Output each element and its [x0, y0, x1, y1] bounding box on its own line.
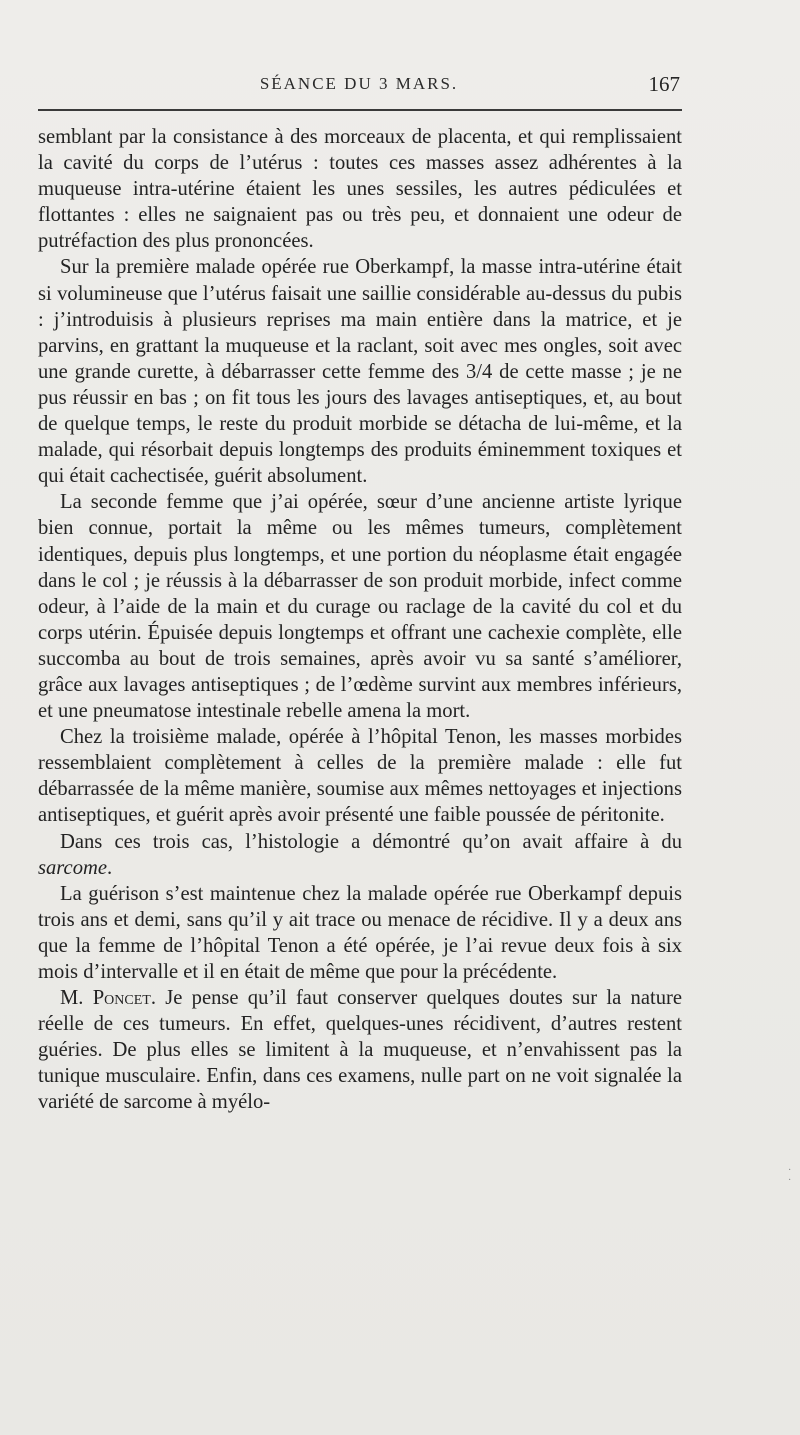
paragraph-outcome: La guérison s’est maintenue chez la malade opérée rue Oberkampf depuis trois ans et demi, sans qu’il y ait trace ou menace de récidive. Il y a deux ans que la femme de l’hôpital Tenon a été opérée, je l’ai revue deux fois à six mois d’intervalle et il en était de même que pour la précédente.: [38, 882, 682, 983]
header-rule: [38, 109, 682, 111]
poncet-text: Je pense qu’il faut conserver quelques doutes sur la nature réelle de ces tumeurs. En effet, quelques-unes récidivent, d’autres restent guéries. De plus elles se limitent à la muqueuse, et n’envahissent pas la tunique musculaire. Enfin, dans ces examens, nulle part on ne voit signalée la variété de sarcome à myélo-: [38, 987, 682, 1114]
paragraph-continued: semblant par la consistance à des morceaux de placenta, et qui remplissaient la cavité du corps de l’utérus : toutes ces masses assez adhérentes à la muqueuse intra-utérine étaient les unes sessiles, les autres pédiculées et flottantes : elles ne saignaient pas ou très peu, et donnaient une odeur de putréfaction des plus prononcées.: [38, 126, 682, 253]
paragraph-histology: [38, 829, 682, 881]
speaker-name: M. Poncet.: [60, 987, 156, 1010]
histology-period: .: [107, 856, 113, 879]
running-header: [38, 74, 680, 102]
paragraph-third-patient: Chez la troisième malade, opérée à l’hôpital Tenon, les masses morbides ressemblaient complètement à celles de la première malade : elle fut débarrassée de la même manière, soumise aux mêmes nettoyages et injections antiseptiques, et guérit après avoir présenté une faible poussée de péritonite.: [38, 726, 682, 827]
body-text: [38, 124, 682, 1116]
paragraph-second-patient: La seconde femme que j’ai opérée, sœur d’une ancienne artiste lyrique bien connue, portait la même ou les mêmes tumeurs, complètement identiques, depuis plus longtemps, et une portion du néoplasme était engagée dans le col ; je réussis à la débarrasser de son produit morbide, infect comme odeur, à l’aide de la main et du curage ou raclage de la cavité du col et du corps utérin. Épuisée depuis longtemps et offrant une cachexie complète, elle succomba au bout de trois semaines, après avoir vu sa santé s’améliorer, grâce aux lavages antiseptiques ; de l’œdème survint aux membres inférieurs, et une pneumatose intestinale rebelle amena la mort.: [38, 491, 682, 723]
paragraph-poncet: [38, 985, 682, 1115]
paragraph-first-patient: Sur la première malade opérée rue Oberkampf, la masse intra-utérine était si volumineuse que l’utérus faisait une saillie considérable au-dessus du pubis : j’introduisis à plusieurs reprises ma main entière dans la matrice, et je parvins, en grattant la muqueuse et la raclant, soit avec mes ongles, soit avec une grande curette, à débarrasser cette femme des 3/4 de cette masse ; je ne pus réussir en bas ; on fit tous les jours des lavages antiseptiques, et, au bout de quelque temps, le reste du produit morbide se détacha de lui-même, et la malade, qui résorbait depuis longtemps des produits éminemment toxiques et qui était cachectisée, guérit absolument.: [38, 256, 682, 488]
histology-text: Dans ces trois cas, l’histologie a démontré qu’on avait affaire à du: [60, 830, 682, 853]
page-number: 167: [648, 72, 680, 96]
sarcome-emphasis: sarcome: [38, 856, 108, 879]
margin-dots: · ·: [788, 1165, 792, 1186]
running-title: SÉANCE DU 3 MARS.: [259, 74, 459, 93]
